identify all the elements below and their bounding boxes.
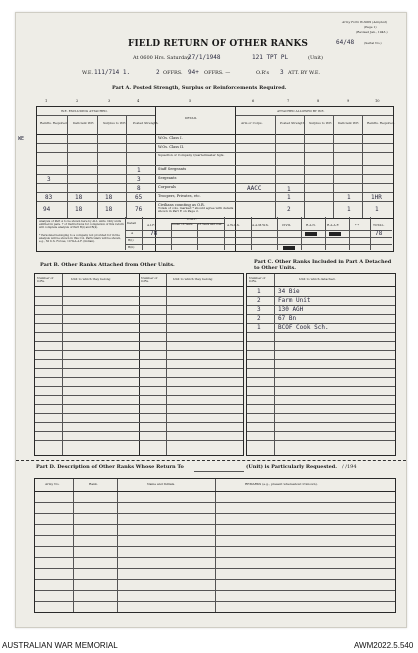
we-label: W.E. bbox=[82, 70, 94, 76]
detail-row: W.Os. Class II. bbox=[158, 145, 185, 149]
part-d-head: REMARKS (e.g., present whereabout if known). bbox=[245, 482, 318, 486]
total-cell[interactable]: 18 bbox=[75, 206, 83, 213]
detached-count[interactable]: 2 bbox=[257, 297, 261, 304]
page-title: FIELD RETURN OF OTHER RANKS bbox=[128, 39, 309, 49]
detached-count[interactable]: 2 bbox=[257, 315, 261, 322]
detail-header: DETAIL bbox=[185, 116, 197, 120]
cmf-label: C.M.F. bbox=[187, 217, 197, 221]
part-d-head: Name and Initials. bbox=[147, 482, 176, 486]
analysis-row-label: B(ii) bbox=[128, 245, 135, 249]
col-number: 5 bbox=[189, 99, 192, 103]
total-cell[interactable]: 2 bbox=[287, 206, 291, 213]
col-number: 10 bbox=[375, 99, 380, 103]
detail-row: Troopers, Privates, etc. bbox=[158, 194, 201, 198]
footer-bar bbox=[0, 637, 418, 653]
parts-b-c bbox=[34, 259, 394, 456]
att-value[interactable]: 3 bbox=[280, 69, 284, 76]
form-revised: (Revised Jan., 1943.) bbox=[356, 30, 388, 34]
detached-unit[interactable]: Farm Unit bbox=[278, 297, 311, 304]
part-b-table bbox=[34, 273, 244, 456]
head-reinfts-r: Reinfts. Required. bbox=[367, 121, 395, 125]
redaction-mark bbox=[305, 232, 317, 236]
col-number: 8 bbox=[317, 99, 320, 103]
total-cell[interactable]: 1 bbox=[347, 206, 351, 213]
col-number: 9 bbox=[347, 99, 350, 103]
part-b-title: Part B. Other Ranks Attached from Other Units. bbox=[40, 262, 175, 268]
head-surplus-r: Surplus to W.E. bbox=[309, 121, 333, 125]
part-a-title: Part A. Posted Strength, Surplus or Reinforcements Required. bbox=[112, 85, 287, 91]
analysis-head: * * bbox=[355, 223, 359, 227]
cell[interactable]: 18 bbox=[105, 194, 113, 201]
part-d-table bbox=[34, 478, 396, 613]
part-d-head: Army No. bbox=[45, 482, 60, 486]
col-number: 7 bbox=[287, 99, 290, 103]
footer-accession: AWM2022.5.540 bbox=[354, 641, 414, 650]
detached-count[interactable]: 1 bbox=[257, 288, 261, 295]
head-reinfts: Reinfts. Required bbox=[40, 121, 67, 125]
analysis-total-a[interactable]: 78 bbox=[375, 230, 383, 237]
redaction-mark bbox=[283, 246, 295, 250]
attached-allowed-header: ATTACHED ALLOWED BY W.E. bbox=[277, 109, 325, 113]
att-label: ATT. BY W.E. bbox=[288, 70, 321, 76]
serial-number: 64/48 bbox=[336, 39, 355, 46]
analysis-grid bbox=[125, 217, 392, 250]
detached-count[interactable]: 3 bbox=[257, 306, 261, 313]
analysis-head: R.A.A.F. bbox=[327, 223, 340, 227]
detail-row: Civilians counting as O.R. bbox=[158, 203, 205, 207]
detached-unit[interactable]: 67 Bn bbox=[278, 315, 297, 322]
part-d-date[interactable]: / /194 bbox=[342, 464, 357, 470]
part-b-head: Number of O.Rs. bbox=[141, 276, 158, 283]
part-c-head: Unit to which detached. bbox=[299, 277, 336, 281]
margin-note: WE bbox=[18, 136, 25, 142]
ors-value[interactable]: 94+ bbox=[188, 69, 199, 76]
analysis-head: TOTAL. bbox=[373, 223, 385, 227]
part-b-head: Unit to which they belong bbox=[71, 277, 111, 281]
detached-count[interactable]: 1 bbox=[257, 324, 261, 331]
unit-name[interactable]: 121 TPT PL bbox=[252, 54, 289, 61]
cell[interactable]: 83 bbox=[45, 194, 53, 201]
part-d-title-mid: (Unit) is Particularly Requested. bbox=[246, 464, 338, 470]
offrs-label: OFFRS. bbox=[163, 70, 183, 76]
head-posted: Posted Strength. bbox=[133, 121, 159, 125]
analysis-head: A.W.A.S. bbox=[227, 223, 240, 227]
col-number: 4 bbox=[137, 99, 140, 103]
analysis-head: R.A.N. bbox=[306, 223, 316, 227]
col-number: 3 bbox=[108, 99, 111, 103]
analysis-head: CIVIL bbox=[282, 223, 291, 227]
form-id: Army Form W.3009 (Adapted) bbox=[342, 20, 388, 24]
analysis-head: 18 Years and over. bbox=[198, 223, 223, 226]
cell[interactable]: 18 bbox=[75, 194, 83, 201]
detail-row: Squadron or Company Quartermaster Sgts. bbox=[158, 153, 225, 157]
col-number: 1 bbox=[45, 99, 48, 103]
detached-unit[interactable]: 34 Bie bbox=[278, 288, 300, 295]
serial-label: (Serial No.) bbox=[364, 41, 382, 45]
analysis-instructions: Analysis of Part A to be shown here by ALL units. Only units entitled in para. 7 of Instructions for completion of this return will complete analysis of Part B(i) and B(ii). bbox=[39, 219, 124, 230]
part-c-table bbox=[246, 273, 396, 456]
detail-row-totals: Totals of cols. marked * should agree with details shown in Part E on Page 2. bbox=[158, 206, 234, 214]
cell[interactable]: 1 bbox=[287, 194, 291, 201]
cell[interactable]: 1 bbox=[137, 167, 141, 174]
detached-unit[interactable]: 130 AGH bbox=[278, 306, 304, 313]
cell[interactable]: 3 bbox=[47, 176, 51, 183]
cell[interactable]: 3 bbox=[137, 176, 141, 183]
analysis-row-label: A bbox=[131, 231, 134, 235]
analysis-footnote: * Personnel belonging to a company not provided for in the analysis will be shown in this Col. Particulars will be shown, e.g., 50 U.S. Forces, 10 W.A.A.F. (Indian). bbox=[39, 233, 122, 244]
time-day-label: At 0600 Hrs. Saturday bbox=[133, 55, 190, 61]
cell[interactable]: 65 bbox=[135, 194, 143, 201]
ors-label-2: O.R's bbox=[256, 70, 270, 76]
cell[interactable]: 1 bbox=[287, 186, 291, 193]
offrs-value[interactable]: 2 bbox=[156, 69, 160, 76]
we-value[interactable]: 111/714 1. bbox=[94, 69, 131, 76]
cell[interactable]: 8 bbox=[137, 185, 141, 192]
part-b-head: Unit to which they belong bbox=[173, 277, 213, 281]
cell[interactable]: 1 bbox=[347, 194, 351, 201]
cell[interactable]: AACC bbox=[247, 185, 262, 192]
analysis-head: Under 18 Years. bbox=[172, 223, 194, 226]
head-arm-corps: Arm or Corps. bbox=[241, 121, 263, 125]
form-page: (Page 1) bbox=[364, 25, 377, 29]
analysis-head: A.A.M.W.S. bbox=[252, 223, 269, 227]
total-cell[interactable]: 18 bbox=[105, 206, 113, 213]
detail-row: Staff Sergeants bbox=[158, 167, 187, 171]
head-deficient: Deficient W.E. bbox=[73, 121, 95, 125]
we-excluding-header: W.E. EXCLUDING ATTACHED. bbox=[61, 109, 108, 113]
footer-institution: AUSTRALIAN WAR MEMORIAL bbox=[2, 641, 118, 650]
form-sheet bbox=[15, 12, 407, 628]
perforation-line bbox=[16, 460, 406, 461]
head-deficient-r: Deficient W.E. bbox=[338, 121, 360, 125]
total-cell[interactable]: 76 bbox=[135, 206, 143, 213]
analysis-aif-a[interactable]: 78 bbox=[150, 230, 158, 237]
part-c-title: Part C. Other Ranks Included in Part A Detached to Other Units. bbox=[254, 259, 392, 271]
detached-unit[interactable]: BCOF Cook Sch. bbox=[278, 324, 329, 331]
head-posted-r: Posted Strength. bbox=[280, 121, 306, 125]
cell[interactable]: 1HR bbox=[371, 194, 382, 201]
part-c-head: Number of O.Rs. bbox=[249, 276, 266, 283]
part-b-head: Number of O.Rs. bbox=[37, 276, 54, 283]
unit-label: (Unit) bbox=[308, 55, 323, 61]
return-date[interactable]: 27/1/1948 bbox=[188, 54, 221, 61]
redaction-mark bbox=[329, 232, 341, 236]
total-cell[interactable]: 1 bbox=[375, 206, 379, 213]
analysis-head: A.I.F. bbox=[147, 223, 155, 227]
col-number: 2 bbox=[76, 99, 79, 103]
detail-row: Sergeants bbox=[158, 176, 177, 180]
offrs-label-2: OFFRS. — bbox=[204, 70, 231, 76]
part-d-title: Part D. Description of Other Ranks Whose Return To bbox=[36, 464, 184, 470]
total-cell[interactable]: 94 bbox=[43, 206, 51, 213]
head-surplus: Surplus to W.E. bbox=[103, 121, 127, 125]
detail-row: Corporals bbox=[158, 185, 176, 189]
analysis-row-label: B(i) bbox=[128, 238, 134, 242]
detail-row: W.Os. Class I. bbox=[158, 136, 183, 140]
col-number: 6 bbox=[252, 99, 255, 103]
part-d-head: Rank. bbox=[89, 482, 98, 486]
analysis-detail-label: Detail bbox=[127, 221, 137, 225]
